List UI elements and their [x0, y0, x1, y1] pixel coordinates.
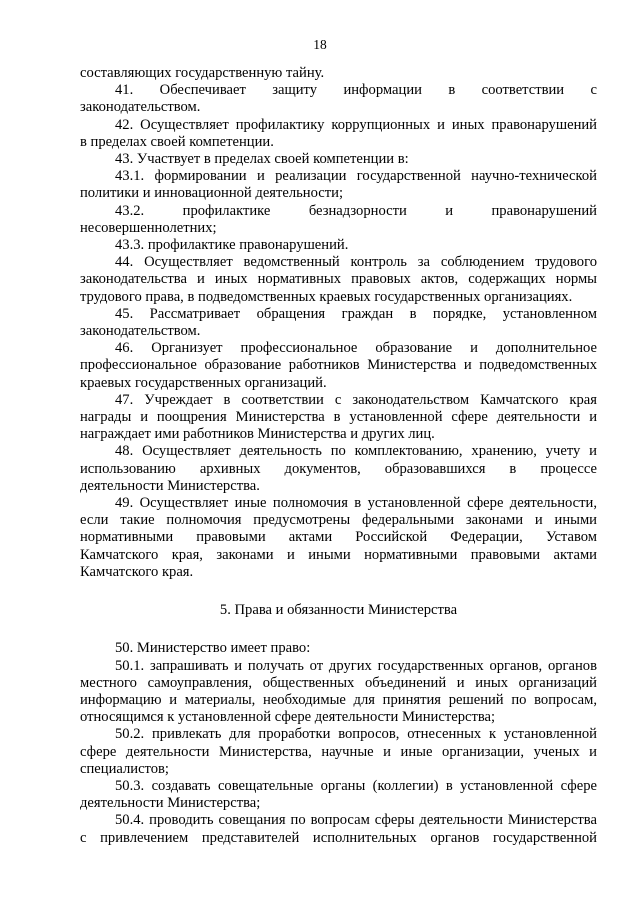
- text-line: сфере деятельности Министерства, научные и иные организации, ученых и: [80, 743, 597, 760]
- text-line: законодательства и иных нормативных правовых актов, содержащих нормы: [80, 271, 597, 288]
- text-line: Камчатского края, законами и иными нормативными правовыми актами: [80, 546, 597, 563]
- text-line: законодательством.: [80, 99, 201, 116]
- text-line: 44. Осуществляет ведомственный контроль за соблюдением трудового: [115, 254, 597, 271]
- text-line: 41. Обеспечивает защиту информации в соответствии с: [115, 82, 597, 99]
- text-line: 46. Организует профессиональное образование и дополнительное: [115, 340, 597, 357]
- text-line: если такие полномочия предусмотрены федеральными законами и иными: [80, 512, 597, 529]
- text-line: краевых государственных организаций.: [80, 374, 327, 391]
- text-line: профессиональное образование работников Министерства и подведомственных: [80, 357, 597, 374]
- text-line: составляющих государственную тайну.: [80, 65, 325, 81]
- text-line: награждает ими работников Министерства и других лиц.: [80, 426, 435, 443]
- section-heading: 5. Права и обязанности Министерства: [219, 602, 458, 619]
- text-line: 42. Осуществляет профилактику коррупционных и иных правонарушений: [115, 116, 597, 133]
- text-line: с привлечением представителей исполнительных органов государственной: [80, 829, 597, 846]
- text-line: специалистов;: [80, 760, 169, 777]
- text-line: 43.3. профилактике правонарушений.: [115, 237, 349, 254]
- text-line: деятельности Министерства;: [80, 795, 261, 812]
- page-number: 18: [313, 37, 327, 52]
- text-line: 47. Учреждает в соответствии с законодательством Камчатского края: [115, 391, 597, 408]
- text-line: использованию архивных документов, образовавшихся в процессе: [80, 460, 597, 477]
- text-line: нормативными правовыми актами Российской Федерации, Уставом: [80, 529, 597, 546]
- text-line: деятельности Министерства.: [80, 477, 260, 494]
- text-line: 48. Осуществляет деятельность по комплектованию, хранению, учету и: [115, 443, 597, 460]
- text-line: политики и инновационной деятельности;: [80, 185, 343, 202]
- text-line: законодательством.: [80, 323, 201, 340]
- text-line: в пределах своей компетенции.: [80, 133, 274, 150]
- text-line: 50.1. запрашивать и получать от других государственных органов, органов: [115, 657, 597, 674]
- text-line: 50. Министерство имеет право:: [115, 640, 311, 657]
- document-body: [80, 65, 597, 847]
- text-line: Камчатского края.: [80, 563, 194, 580]
- text-line: 49. Осуществляет иные полномочия в установленной сфере деятельности,: [115, 495, 597, 512]
- text-line: 50.4. проводить совещания по вопросам сферы деятельности Министерства: [115, 812, 597, 829]
- text-line: местного самоуправления, общественных объединений и иных организаций: [80, 674, 597, 691]
- text-line: 43.1. формировании и реализации государственной научно-технической: [115, 168, 597, 185]
- text-line: трудового права, в подведомственных краевых государственных организациях.: [80, 288, 573, 305]
- text-line: информацию и материалы, необходимые для принятия решений по вопросам,: [80, 691, 597, 708]
- text-line: несовершеннолетних;: [80, 219, 217, 236]
- text-line: 50.3. создавать совещательные органы (коллегии) в установленной сфере: [115, 777, 597, 794]
- text-line: 50.2. привлекать для проработки вопросов, отнесенных к установленной: [115, 726, 597, 743]
- text-line: награды и поощрения Министерства в установленной сфере деятельности и: [80, 409, 597, 426]
- text-line: 43.2. профилактике безнадзорности и правонарушений: [115, 202, 597, 219]
- text-line: относящимся к установленной сфере деятельности Министерства;: [80, 709, 496, 726]
- text-line: 45. Рассматривает обращения граждан в порядке, установленном: [115, 305, 597, 322]
- text-line: 43. Участвует в пределах своей компетенции в:: [115, 151, 409, 168]
